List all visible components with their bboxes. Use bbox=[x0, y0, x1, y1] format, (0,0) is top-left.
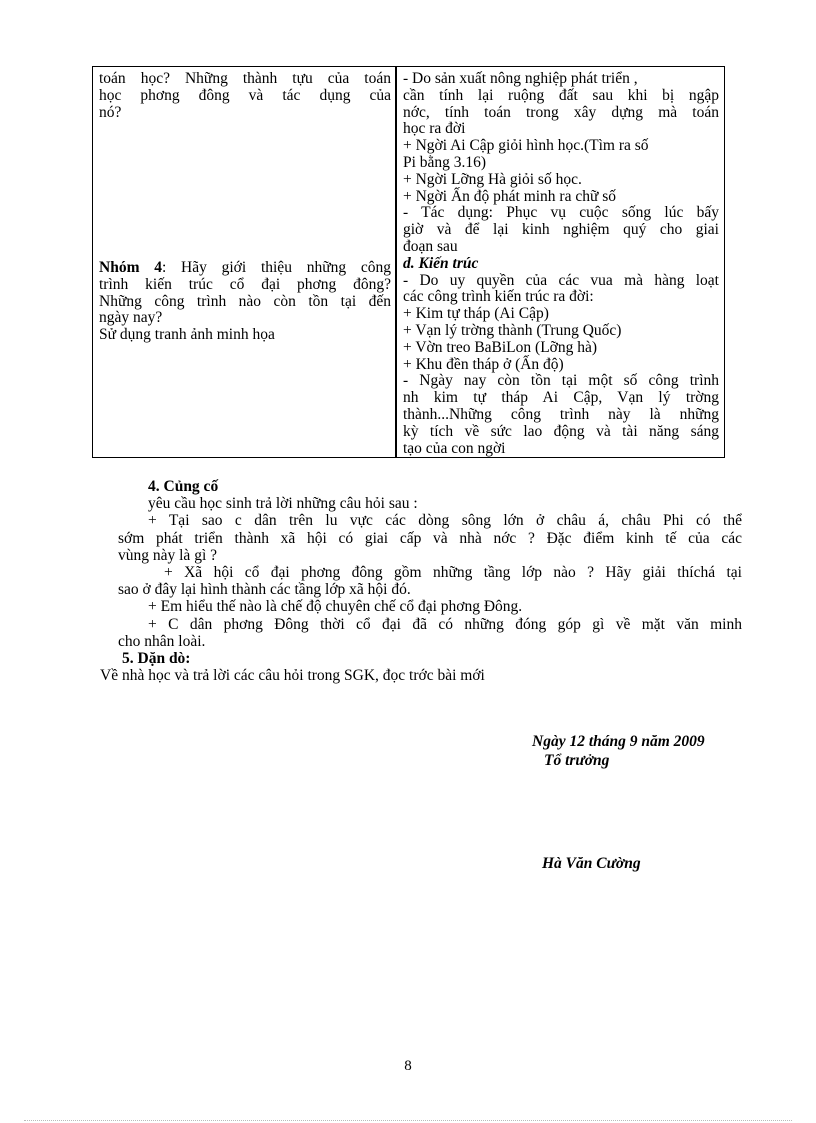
text-line: + Vờn treo BaBiLon (Lỡng hà) bbox=[403, 338, 598, 356]
right-cell-math-answer bbox=[403, 71, 719, 457]
text-line: + Ngời Lỡng Hà giỏi số học. bbox=[403, 170, 582, 188]
text-line: Những công trình nào còn tồn tại đến bbox=[99, 292, 391, 310]
text-line: - Do sản xuất nông nghiệp phát triển , bbox=[403, 70, 638, 87]
text-line: ngày nay? bbox=[99, 309, 163, 327]
column-divider bbox=[395, 67, 397, 457]
section5-title: 5. Dặn dò: bbox=[122, 650, 191, 667]
question-4-cont: cho nhân loài. bbox=[118, 632, 206, 650]
text-line: nó? bbox=[99, 103, 122, 121]
text-line: học phơng đông và tác dụng của bbox=[99, 86, 391, 104]
text-line: kỳ tích về sức lao động và tài năng sáng bbox=[403, 422, 719, 440]
signature-role: Tổ trưởng bbox=[544, 752, 610, 769]
section4-intro: yêu cầu học sinh trả lời những câu hỏi sau : bbox=[148, 495, 418, 513]
text-line: các công trình kiến trúc ra đời: bbox=[403, 288, 594, 306]
group4-label: Nhóm 4 bbox=[99, 259, 162, 276]
text-line: Sử dụng tranh ảnh minh họa bbox=[99, 326, 275, 344]
text-line: cần tính lại ruộng đất sau khi bị ngập bbox=[403, 86, 719, 104]
question-1: + Tại sao c dân trên lu vực các dòng sông lớn ở châu á, châu Phi có thể bbox=[148, 512, 742, 530]
page-number: 8 bbox=[404, 1058, 412, 1074]
heading-architecture: d. Kiến trúc bbox=[403, 254, 479, 272]
group4-first-line bbox=[99, 260, 391, 277]
text-line: + Khu đền tháp ở (Ấn độ) bbox=[403, 355, 564, 373]
section-consolidation bbox=[118, 478, 742, 650]
question-2-cont: sao ở đây lại hình thành các tầng lớp xã hội đó. bbox=[118, 581, 411, 599]
left-cell-math-question bbox=[99, 71, 391, 121]
text-line: + Ngời Ai Cập giỏi hình học.(Tìm ra số bbox=[403, 137, 649, 155]
section-homework bbox=[100, 650, 724, 684]
question-3: + Em hiểu thế nào là chế độ chuyên chế cổ đại phơng Đông. bbox=[148, 598, 523, 616]
question-1-cont: sớm phát triển thành xã hội có giai cấp và nhà nớc ? Đặc điểm kinh tế của các bbox=[118, 529, 742, 547]
question-2: + Xã hội cổ đại phơng đông gồm những tầng lớp nào ? Hãy giải thíchá tại bbox=[164, 564, 742, 582]
text-line: nh kim tự tháp Ai Cập, Vạn lý trờng bbox=[403, 389, 719, 407]
text-line: toán học? Những thành tựu của toán bbox=[99, 70, 391, 87]
text-line: giờ và để lại kinh nghiệm quý cho giai bbox=[403, 221, 719, 239]
page-bottom-rule bbox=[24, 1120, 792, 1121]
text-line: + Vạn lý trờng thành (Trung Quốc) bbox=[403, 321, 622, 339]
text-line: học ra đời bbox=[403, 120, 466, 138]
text-line: Pi bằng 3.16) bbox=[403, 153, 487, 171]
left-cell-group4 bbox=[99, 260, 391, 344]
question-4: + C dân phơng Đông thời cổ đại đã có những đóng góp gì về mặt văn minh bbox=[148, 615, 742, 633]
section5-text: Về nhà học và trả lời các câu hỏi trong SGK, đọc trớc bài mới bbox=[100, 667, 485, 685]
lesson-table bbox=[92, 66, 725, 458]
section4-title: 4. Củng cố bbox=[148, 478, 219, 495]
signature-name: Hà Văn Cường bbox=[542, 855, 641, 872]
text-line: + Ngời Ấn độ phát minh ra chữ số bbox=[403, 187, 617, 205]
group4-text: : Hãy giới thiệu những công bbox=[161, 259, 391, 276]
text-line: - Ngày nay còn tồn tại một số công trình bbox=[403, 372, 719, 390]
text-line: - Do uy quyền của các vua mà hàng loạt bbox=[403, 271, 719, 289]
text-line: trình kiến trúc cổ đại phơng đông? bbox=[99, 275, 391, 293]
text-line: đoạn sau bbox=[403, 237, 458, 255]
text-line: - Tác dụng: Phục vụ cuộc sống lúc bấy bbox=[403, 204, 719, 222]
text-line: + Kim tự tháp (Ai Cập) bbox=[403, 305, 549, 323]
text-line: tạo của con ngời bbox=[403, 439, 506, 457]
question-1-end: vùng này là gì ? bbox=[118, 546, 218, 564]
text-line: nớc, tính toán trong xây dựng mà toán bbox=[403, 103, 719, 121]
text-line: thành...Những công trình này là những bbox=[403, 405, 719, 423]
signature-date: Ngày 12 tháng 9 năm 2009 bbox=[532, 733, 705, 750]
